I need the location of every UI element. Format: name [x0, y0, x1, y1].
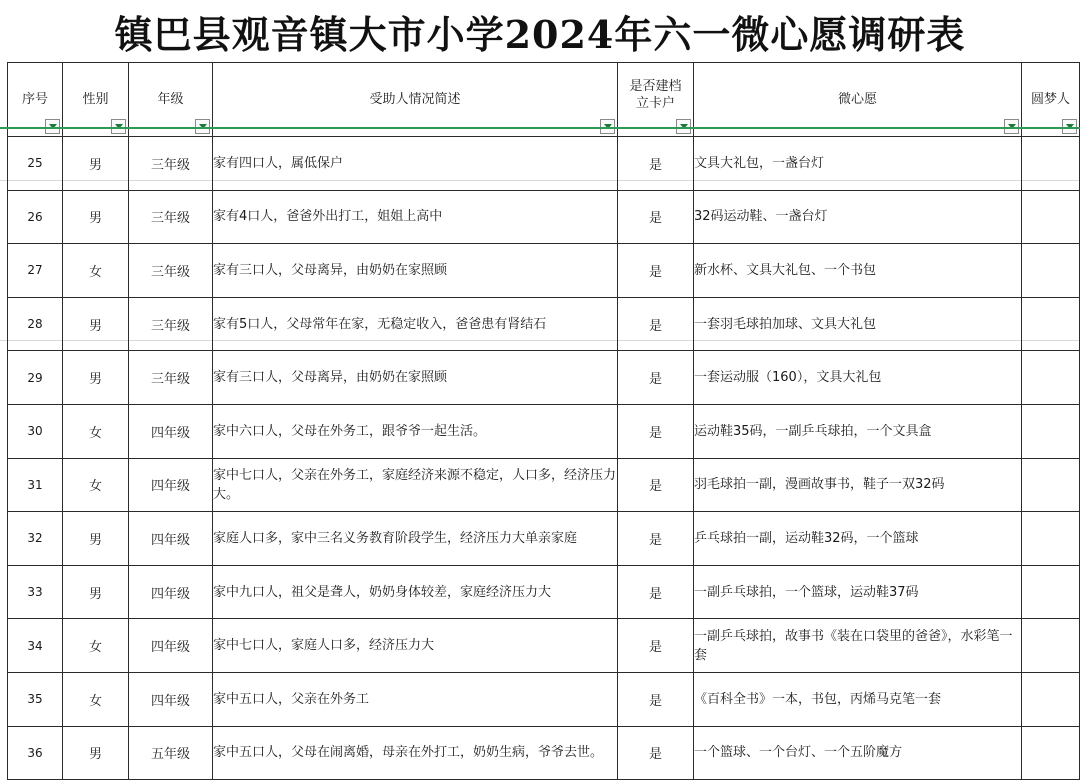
cell-registered[interactable]: 是 — [618, 512, 694, 566]
cell-situation[interactable]: 家有5口人，父母常年在家，无稳定收入，爸爸患有肾结石 — [213, 297, 618, 351]
cell-helper[interactable] — [1022, 351, 1080, 405]
cell-wish[interactable]: 一套运动服（160），文具大礼包 — [694, 351, 1022, 405]
cell-grade[interactable]: 三年级 — [129, 244, 213, 298]
cell-situation[interactable]: 家中九口人，祖父是聋人，奶奶身体较差，家庭经济压力大 — [213, 565, 618, 619]
table-row — [8, 565, 1080, 619]
column-header-grade — [129, 63, 213, 137]
cell-index[interactable]: 30 — [8, 404, 63, 458]
cell-gender[interactable]: 男 — [63, 297, 129, 351]
cell-gender[interactable]: 男 — [63, 565, 129, 619]
cell-wish[interactable]: 一套羽毛球拍加球、文具大礼包 — [694, 297, 1022, 351]
cell-grade[interactable]: 四年级 — [129, 458, 213, 512]
cell-registered[interactable]: 是 — [618, 726, 694, 780]
cell-grade[interactable]: 五年级 — [129, 726, 213, 780]
cell-registered[interactable]: 是 — [618, 458, 694, 512]
table-row — [8, 619, 1080, 673]
cell-registered[interactable]: 是 — [618, 565, 694, 619]
cell-grade[interactable]: 四年级 — [129, 565, 213, 619]
cell-index[interactable]: 32 — [8, 512, 63, 566]
cell-gender[interactable]: 女 — [63, 458, 129, 512]
column-label: 受助人情况简述 — [369, 92, 461, 107]
table-row — [8, 244, 1080, 298]
cell-grade[interactable]: 四年级 — [129, 404, 213, 458]
cell-helper[interactable] — [1022, 619, 1080, 673]
cell-helper[interactable] — [1022, 672, 1080, 726]
cell-index[interactable]: 29 — [8, 351, 63, 405]
cell-wish[interactable]: 羽毛球拍一副，漫画故事书，鞋子一双32码 — [694, 458, 1022, 512]
cell-gender[interactable]: 女 — [63, 244, 129, 298]
cell-helper[interactable] — [1022, 137, 1080, 191]
table-row — [8, 137, 1080, 191]
cell-wish[interactable]: 运动鞋35码，一副乒乓球拍，一个文具盒 — [694, 404, 1022, 458]
freeze-pane-line — [0, 127, 1080, 129]
cell-helper[interactable] — [1022, 726, 1080, 780]
cell-grade[interactable]: 四年级 — [129, 512, 213, 566]
cell-wish[interactable]: 一个篮球、一个台灯、一个五阶魔方 — [694, 726, 1022, 780]
column-label: 序号 — [21, 92, 48, 107]
cell-registered[interactable]: 是 — [618, 404, 694, 458]
column-label: 微心愿 — [837, 92, 877, 107]
cell-index[interactable]: 36 — [8, 726, 63, 780]
header-row — [8, 63, 1080, 137]
table-row — [8, 297, 1080, 351]
cell-helper[interactable] — [1022, 565, 1080, 619]
column-label: 年级 — [157, 92, 184, 107]
cell-grade[interactable]: 四年级 — [129, 672, 213, 726]
cell-situation[interactable]: 家有四口人，属低保户 — [213, 137, 618, 191]
table-row — [8, 190, 1080, 244]
cell-helper[interactable] — [1022, 404, 1080, 458]
cell-grade[interactable]: 三年级 — [129, 190, 213, 244]
column-header-index — [8, 63, 63, 137]
cell-wish[interactable]: 文具大礼包，一盏台灯 — [694, 137, 1022, 191]
cell-gender[interactable]: 女 — [63, 619, 129, 673]
cell-helper[interactable] — [1022, 190, 1080, 244]
table-row — [8, 512, 1080, 566]
cell-situation[interactable]: 家中五口人，父母在闹离婚，母亲在外打工，奶奶生病，爷爷去世。 — [213, 726, 618, 780]
cell-situation[interactable]: 家中五口人，父亲在外务工 — [213, 672, 618, 726]
cell-registered[interactable]: 是 — [618, 351, 694, 405]
cell-gender[interactable]: 女 — [63, 404, 129, 458]
cell-grade[interactable]: 三年级 — [129, 137, 213, 191]
column-header-helper — [1022, 63, 1080, 137]
cell-index[interactable]: 33 — [8, 565, 63, 619]
cell-helper[interactable] — [1022, 297, 1080, 351]
cell-index[interactable]: 35 — [8, 672, 63, 726]
table-row — [8, 726, 1080, 780]
cell-wish[interactable]: 32码运动鞋、一盏台灯 — [694, 190, 1022, 244]
cell-registered[interactable]: 是 — [618, 672, 694, 726]
data-table — [7, 62, 1080, 780]
cell-index[interactable]: 34 — [8, 619, 63, 673]
cell-gender[interactable]: 男 — [63, 190, 129, 244]
cell-gender[interactable]: 男 — [63, 512, 129, 566]
cell-situation[interactable]: 家有4口人，爸爸外出打工，姐姐上高中 — [213, 190, 618, 244]
column-label: 性别 — [82, 92, 109, 107]
cell-gender[interactable]: 男 — [63, 137, 129, 191]
cell-gender[interactable]: 男 — [63, 726, 129, 780]
cell-helper[interactable] — [1022, 512, 1080, 566]
table-row — [8, 404, 1080, 458]
cell-grade[interactable]: 四年级 — [129, 619, 213, 673]
cell-gender[interactable]: 女 — [63, 672, 129, 726]
cell-index[interactable]: 26 — [8, 190, 63, 244]
cell-wish[interactable]: 新水杯、文具大礼包、一个书包 — [694, 244, 1022, 298]
cell-situation[interactable]: 家有三口人，父母离异，由奶奶在家照顾 — [213, 351, 618, 405]
cell-helper[interactable] — [1022, 458, 1080, 512]
column-label: 是否建档立卡户 — [629, 78, 682, 111]
column-header-wish — [694, 63, 1022, 137]
cell-wish[interactable]: 一副乒乓球拍，故事书《装在口袋里的爸爸》，水彩笔一套 — [694, 619, 1022, 673]
cell-index[interactable]: 25 — [8, 137, 63, 191]
column-header-registered — [618, 63, 694, 137]
cell-registered[interactable]: 是 — [618, 137, 694, 191]
cell-index[interactable]: 27 — [8, 244, 63, 298]
column-header-situation — [213, 63, 618, 137]
cell-situation[interactable]: 家中六口人，父母在外务工，跟爷爷一起生活。 — [213, 404, 618, 458]
cell-grade[interactable]: 三年级 — [129, 297, 213, 351]
cell-helper[interactable] — [1022, 244, 1080, 298]
cell-situation[interactable]: 家中七口人，家庭人口多，经济压力大 — [213, 619, 618, 673]
cell-situation[interactable]: 家有三口人，父母离异，由奶奶在家照顾 — [213, 244, 618, 298]
cell-index[interactable]: 31 — [8, 458, 63, 512]
cell-index[interactable]: 28 — [8, 297, 63, 351]
cell-situation[interactable]: 家庭人口多，家中三名义务教育阶段学生，经济压力大单亲家庭 — [213, 512, 618, 566]
page-title: 镇巴县观音镇大市小学2024年六一微心愿调研表 — [114, 11, 966, 57]
cell-wish[interactable]: 《百科全书》一本，书包，丙烯马克笔一套 — [694, 672, 1022, 726]
table-row — [8, 672, 1080, 726]
cell-wish[interactable]: 一副乒乓球拍，一个篮球，运动鞋37码 — [694, 565, 1022, 619]
cell-gender[interactable]: 男 — [63, 351, 129, 405]
cell-registered[interactable]: 是 — [618, 619, 694, 673]
cell-grade[interactable]: 三年级 — [129, 351, 213, 405]
cell-registered[interactable]: 是 — [618, 190, 694, 244]
table-row — [8, 351, 1080, 405]
column-header-gender — [63, 63, 129, 137]
table-row — [8, 458, 1080, 512]
cell-wish[interactable]: 乒乓球拍一副，运动鞋32码，一个篮球 — [694, 512, 1022, 566]
cell-registered[interactable]: 是 — [618, 297, 694, 351]
cell-situation[interactable]: 家中七口人，父亲在外务工，家庭经济来源不稳定，人口多，经济压力大。 — [213, 458, 618, 512]
cell-registered[interactable]: 是 — [618, 244, 694, 298]
column-label: 圆梦人 — [1030, 92, 1070, 107]
